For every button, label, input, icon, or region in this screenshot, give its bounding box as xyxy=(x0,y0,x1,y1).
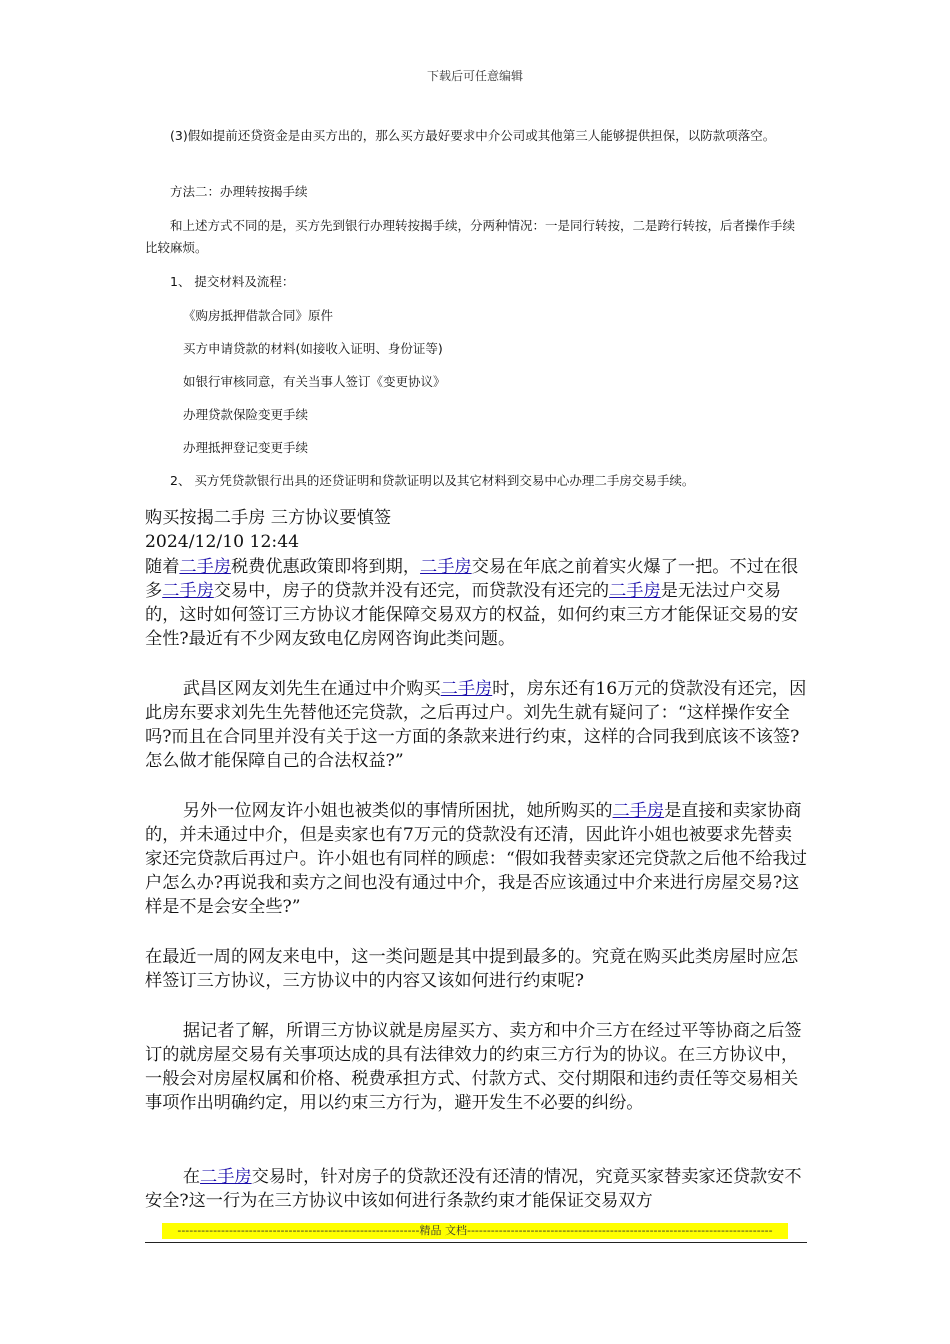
text: 交易在年底之前着实火爆了一把。不过在很多 xyxy=(145,557,799,601)
link-second-hand-house[interactable]: 二手房 xyxy=(420,557,472,577)
article-title: 购买按揭二手房 三方协议要慎签 xyxy=(145,508,392,528)
sub-item-contract: 《购房抵押借款合同》原件 xyxy=(183,308,334,323)
link-second-hand-house[interactable]: 二手房 xyxy=(200,1167,252,1187)
text: 税费优惠政策即将到期， xyxy=(230,557,421,577)
footer-divider xyxy=(145,1242,807,1243)
article-date: 2024/12/10 12:44 xyxy=(145,532,300,552)
article-paragraph-4: 在最近一周的网友来电中，这一类问题是其中提到最多的。究竟在购买此类房屋时应怎样签订三方协议，三方协议中的内容又该如何进行约束呢? xyxy=(145,947,799,991)
text: 是直接和卖家协商的，并未通过中介，但是卖家也有7万元的贷款没有还清，因此许小姐也被要求先替卖家还完贷款后再过户。许小姐也有同样的顾虑：“假如我替卖家还完贷款之后他不给我过户怎么办?再说我和卖方之间也没有通过中介，我是否应该通过中介来进行房屋交易?这样是不是会安全些?” xyxy=(145,801,807,917)
link-second-hand-house[interactable]: 二手房 xyxy=(609,581,661,601)
text: 是无法过户交易的，这时如何签订三方协议才能保障交易双方的权益，如何约束三方才能保证交易的安全性?最近有不少网友致电亿房网咨询此类问题。 xyxy=(145,581,799,649)
page-header: 下载后可任意编辑 xyxy=(426,69,523,83)
link-second-hand-house[interactable]: 二手房 xyxy=(440,679,493,699)
link-second-hand-house[interactable]: 二手房 xyxy=(162,581,214,601)
text: 随着 xyxy=(145,557,180,577)
article-paragraph-2 xyxy=(145,677,807,773)
link-second-hand-house[interactable]: 二手房 xyxy=(612,801,665,821)
text: 在 xyxy=(182,1167,201,1187)
list-item-2: 2、 买方凭贷款银行出具的还贷证明和贷款证明以及其它材料到交易中心办理二手房交易手续。 xyxy=(170,473,695,488)
article-paragraph-6 xyxy=(145,1165,807,1213)
text: 交易时，针对房子的贷款还没有还清的情况，究竟买家替卖家还贷款安不安全?这一行为在三方协议中该如何进行条款约束才能保证交易双方 xyxy=(145,1167,802,1211)
text: 另外一位网友许小姐也被类似的事情所困扰，她所购买的 xyxy=(182,801,613,821)
article-paragraph-5: 据记者了解，所谓三方协议就是房屋买方、卖方和中介三方在经过平等协商之后签订的就房屋交易有关事项达成的具有法律效力的约束三方行为的协议。在三方协议中，一般会对房屋权属和价格、税费承担方式、付款方式、交付期限和违约责任等交易相关事项作出明确约定，用以约束三方行为，避开发生不必要的纠纷。 xyxy=(145,1021,802,1113)
sub-item-mortgage-registration: 办理抵押登记变更手续 xyxy=(183,440,309,455)
sub-item-change-agreement: 如银行审核同意，有关当事人签订《变更协议》 xyxy=(183,374,446,389)
footer-banner: -------------------------------------------------------------精品 文档----------------------------------------------------------------------------- xyxy=(162,1223,788,1239)
sub-item-loan-materials: 买方申请贷款的材料(如接收入证明、身份证等) xyxy=(183,341,443,356)
text: 时，房东还有16万元的贷款没有还完，因此房东要求刘先生先替他还完贷款，之后再过户。刘先生就有疑问了：“这样操作安全吗?而且在合同里并没有关于这一方面的条款来进行约束，这样的合同我到底该不该签?怎么做才能保障自己的合法权益?” xyxy=(145,679,807,771)
sub-item-insurance: 办理贷款保险变更手续 xyxy=(183,407,309,422)
article-paragraph-3 xyxy=(145,799,807,919)
text: 武昌区网友刘先生在通过中介购买 xyxy=(182,679,441,699)
paragraph-prepay-guarantee: (3)假如提前还贷资金是由买方出的，那么买方最好要求中介公司或其他第三人能够提供担保，以防款项落空。 xyxy=(170,128,776,143)
article-paragraph-1 xyxy=(145,555,807,651)
text: 交易中，房子的贷款并没有还完，而贷款没有还完的 xyxy=(213,581,610,601)
heading-method-two: 方法二：办理转按揭手续 xyxy=(170,184,308,199)
paragraph-transfer-mortgage: 和上述方式不同的是，买方先到银行办理转按揭手续，分两种情况：一是同行转按，二是跨行转按，后者操作手续比较麻烦。 xyxy=(145,218,796,255)
list-item-1: 1、 提交材料及流程： xyxy=(170,274,295,289)
link-second-hand-house[interactable]: 二手房 xyxy=(179,557,231,577)
